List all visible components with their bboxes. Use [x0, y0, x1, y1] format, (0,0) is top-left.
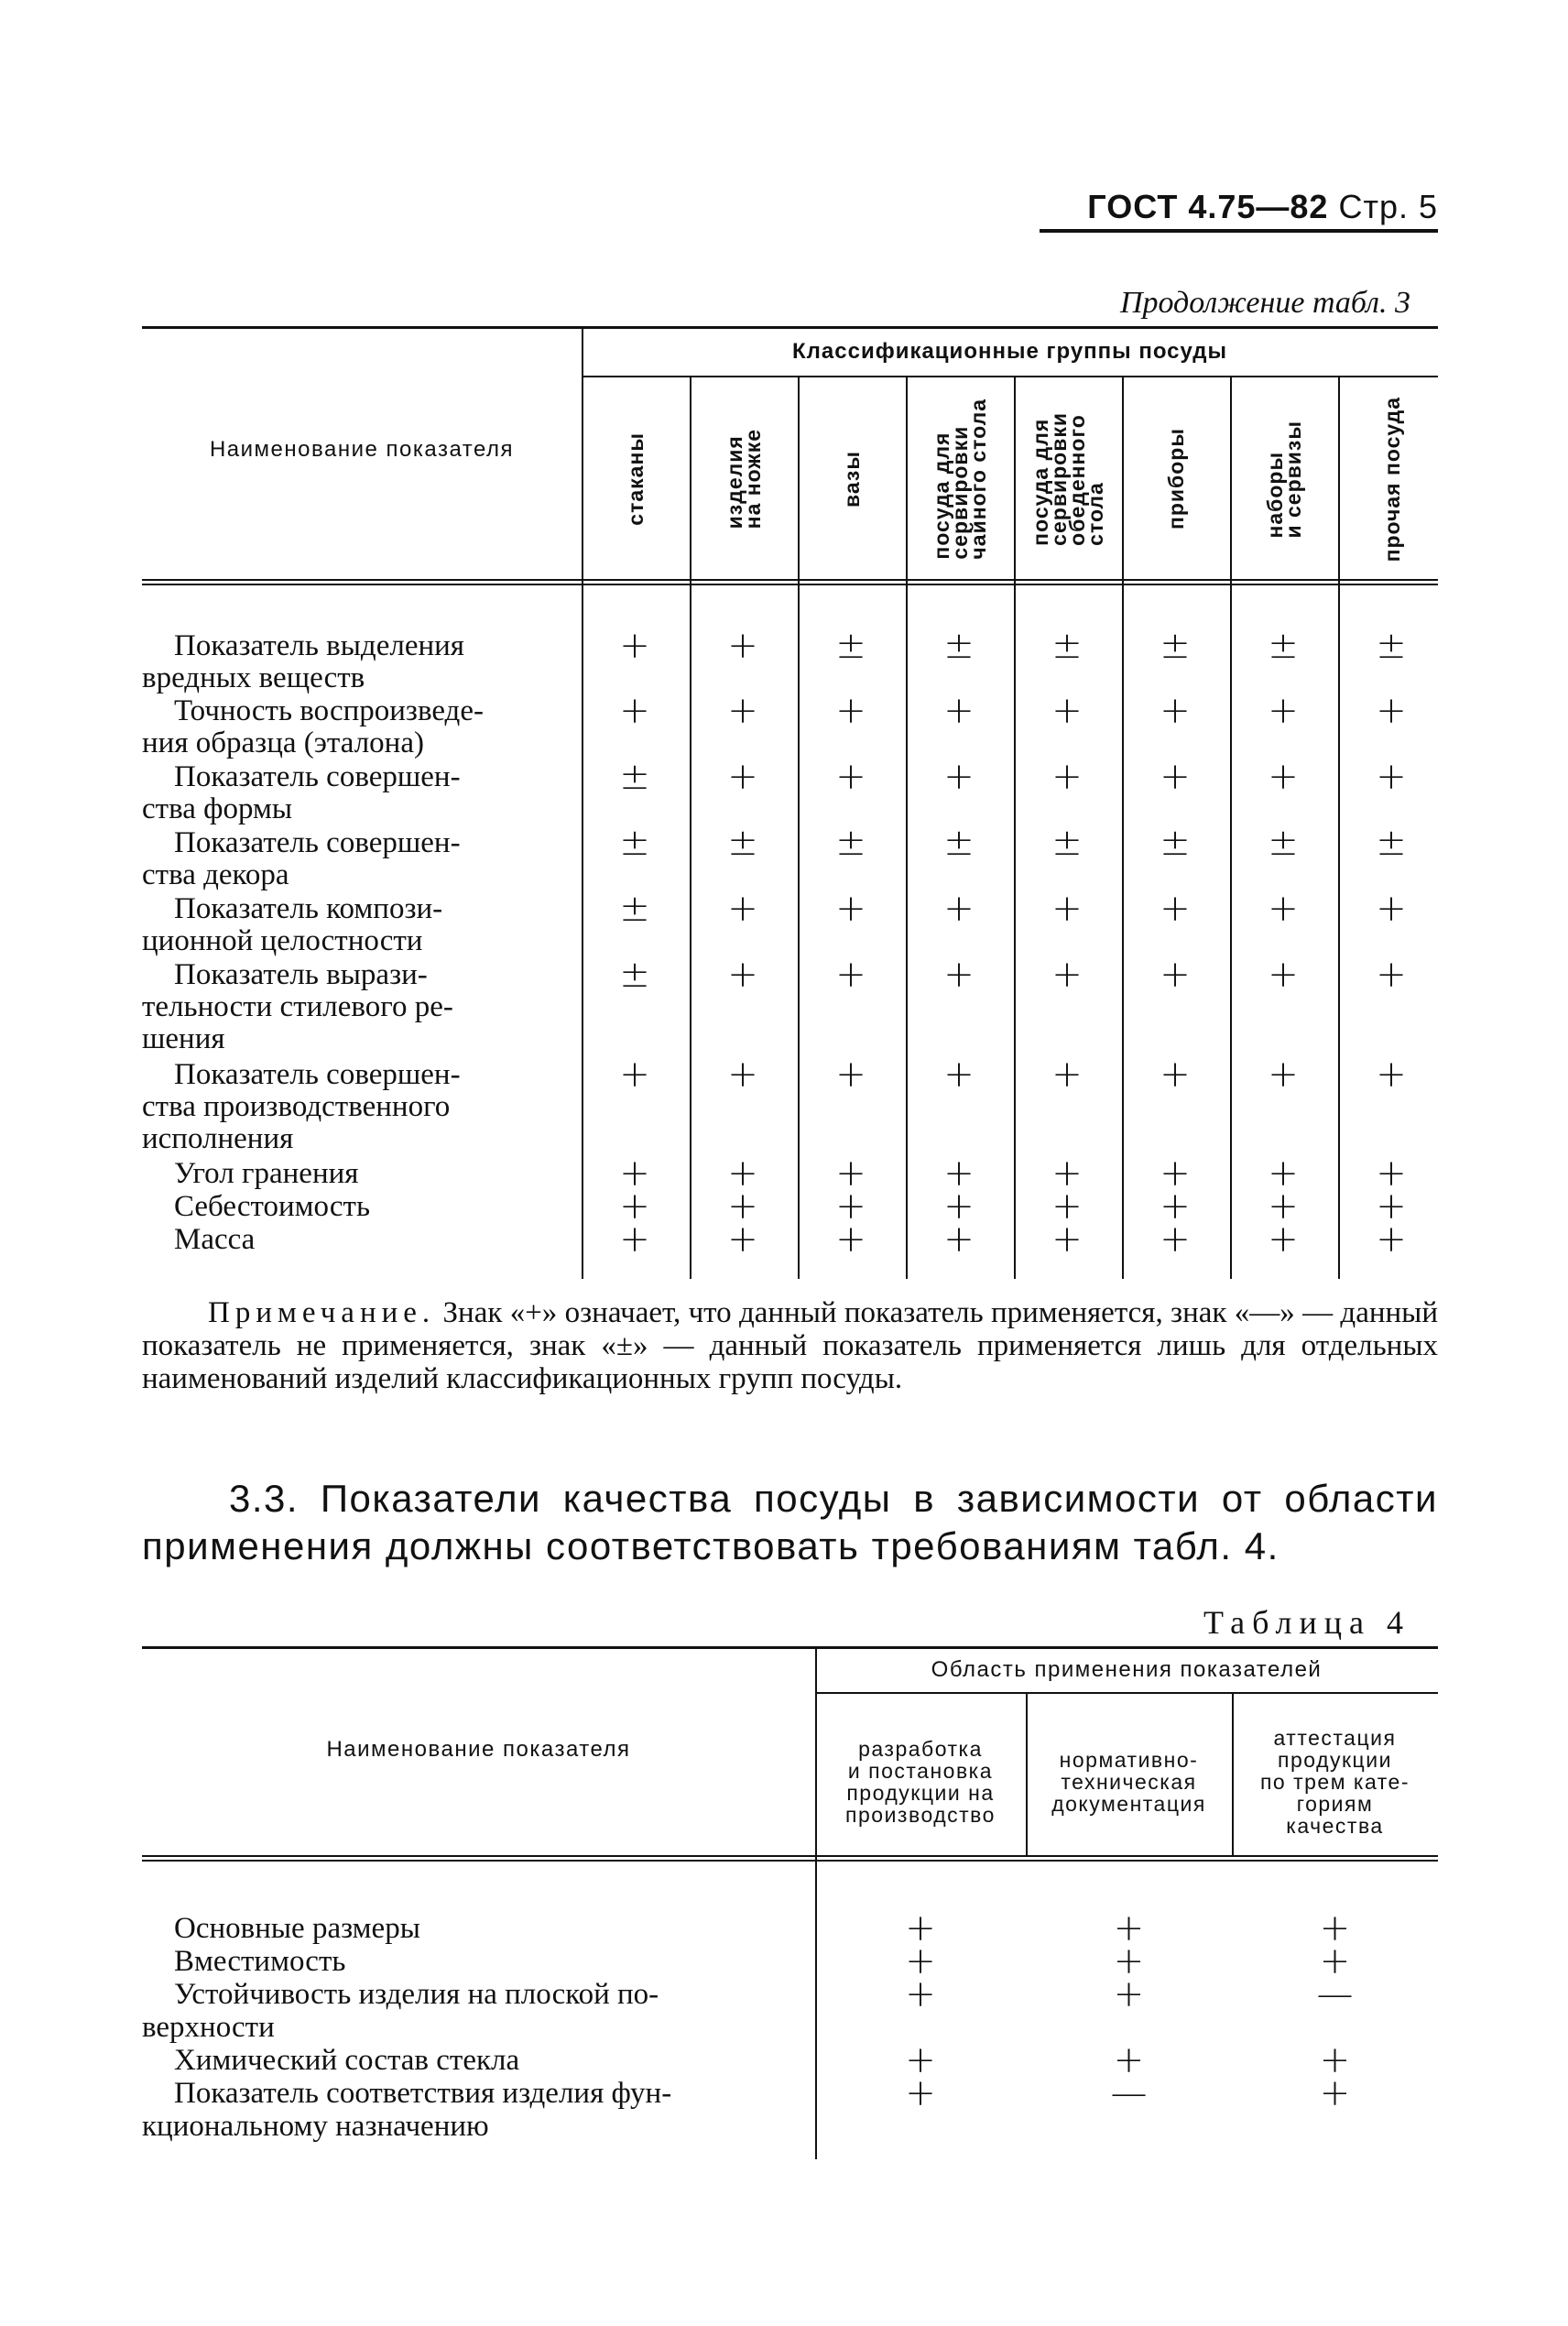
table3-row-name	[142, 761, 540, 825]
table3-cell: +	[1051, 888, 1083, 930]
table3-row-name	[142, 1059, 540, 1155]
table3-cell: ±	[1051, 625, 1083, 667]
table3-row-name-line: Себестоимость	[174, 1190, 371, 1223]
table4-header-rule-1	[142, 1855, 1438, 1857]
table3-cell: ±	[619, 756, 650, 798]
table4-cell: +	[1113, 2039, 1145, 2081]
table3-cell: +	[727, 1152, 758, 1195]
table3-cell: +	[1160, 690, 1191, 732]
table3-note	[142, 1296, 1438, 1395]
table3-row-name	[142, 1158, 540, 1190]
table4-column-header: аттестация продукции по трем кате- гориям качества	[1259, 1726, 1410, 1838]
table3-column-header-label: посуда для сервировки обеденного стола	[1028, 412, 1107, 546]
table3-cell: +	[1160, 954, 1191, 996]
table4-header-rule-2	[142, 1860, 1438, 1862]
table3-cell: +	[1051, 756, 1083, 798]
table3-row-name-line: вредных веществ	[142, 661, 365, 694]
table4-cell: —	[1316, 1973, 1354, 2015]
table3-row-name-line: Показатель выделения	[174, 629, 464, 662]
table4-group-rule	[815, 1692, 1438, 1694]
table3-cell: +	[1376, 756, 1407, 798]
table3-row-name-line: ства производственного	[142, 1090, 451, 1123]
table3-cell: +	[835, 1152, 866, 1195]
table3-cell: +	[835, 888, 866, 930]
table-3	[142, 326, 1438, 1279]
table3-row-name-line: Показатель компози-	[174, 892, 443, 925]
table4-row-name	[142, 1912, 783, 1945]
table3-cell: ±	[1051, 822, 1083, 864]
table3-row-name-line: шения	[142, 1022, 225, 1055]
table3-column-header-label: наборы и сервизы	[1262, 420, 1305, 539]
table4-row-name	[142, 1945, 783, 1978]
table3-column-header	[1338, 383, 1445, 575]
paragraph-3-3: 3.3. Показатели качества посуды в зависимости от области применения должны соответствовать требованиям табл. 4.	[142, 1477, 1438, 1567]
table3-cell: +	[619, 1152, 650, 1195]
table3-cell: ±	[619, 822, 650, 864]
table3-cell: +	[943, 1054, 975, 1096]
table3-cell: +	[619, 1054, 650, 1096]
table3-cell: ±	[727, 822, 758, 864]
table3-cell: +	[1051, 1152, 1083, 1195]
table3-cell: +	[727, 1218, 758, 1261]
table4-cell: +	[905, 2039, 936, 2081]
table3-cell: +	[1051, 954, 1083, 996]
table4-cell: +	[905, 1973, 936, 2015]
table3-cell: ±	[943, 625, 975, 667]
table3-cell: +	[619, 1218, 650, 1261]
table4-cell: +	[1113, 1907, 1145, 1949]
table4-row-name	[142, 1978, 783, 2044]
table3-cell: +	[1376, 1218, 1407, 1261]
table4-cell: +	[1319, 1940, 1351, 1982]
table3-cell: +	[835, 1218, 866, 1261]
table4-cell: +	[1113, 1973, 1145, 2015]
table3-row-name	[142, 959, 540, 1055]
table3-row-name-line: Угол гранения	[174, 1157, 359, 1190]
table3-cell: +	[1160, 888, 1191, 930]
table3-row-name-line: ния образца (эталона)	[142, 726, 424, 759]
table3-cell: +	[943, 1218, 975, 1261]
table3-row-name	[142, 827, 540, 891]
table4-row-name-line: кциональному назначению	[142, 2110, 489, 2143]
table4-caption: Таблица 4	[1203, 1604, 1410, 1641]
table3-cell: +	[1376, 1054, 1407, 1096]
table3-cell: +	[835, 1054, 866, 1096]
table3-cell: +	[1268, 954, 1299, 996]
table3-header-rule-1	[142, 579, 1438, 581]
table3-cell: +	[1160, 1152, 1191, 1195]
table3-cell: +	[943, 690, 975, 732]
table3-cell: +	[727, 625, 758, 667]
table3-header-rule-2	[142, 584, 1438, 585]
table3-column-header-label: стаканы	[623, 432, 648, 526]
table3-row-name-line: ционной целостности	[142, 924, 423, 957]
table3-cell: ±	[619, 888, 650, 930]
table3-cell: +	[835, 954, 866, 996]
table3-cell: +	[835, 690, 866, 732]
table3-caption: Продолжение табл. 3	[1119, 286, 1410, 320]
table3-cell: +	[1051, 690, 1083, 732]
table3-cell: +	[943, 1185, 975, 1228]
table3-cell: +	[619, 690, 650, 732]
table3-row-name-line: Показатель совершен-	[174, 826, 461, 859]
note-label: Примечание.	[208, 1296, 436, 1329]
table3-cell: +	[727, 1054, 758, 1096]
table3-cell: +	[727, 690, 758, 732]
table4-cell: +	[905, 1907, 936, 1949]
table3-cell: +	[727, 954, 758, 996]
table4-cell: +	[1319, 2039, 1351, 2081]
table3-cell: +	[1051, 1054, 1083, 1096]
table3-column-header	[1230, 383, 1337, 575]
table4-row-name-line: Показатель соответствия изделия фун-	[174, 2077, 672, 2110]
table3-column-header	[690, 383, 797, 575]
table3-row-name-line: тельности стилевого ре-	[142, 990, 453, 1023]
table3-name-header: Наименование показателя	[209, 437, 515, 462]
table3-cell: +	[1376, 888, 1407, 930]
table3-group-rule	[582, 376, 1438, 377]
table3-row-name	[142, 695, 540, 759]
table3-cell: +	[1268, 1152, 1299, 1195]
table3-cell: ±	[619, 954, 650, 996]
table4-column-header: нормативно- техническая документация	[1051, 1748, 1206, 1816]
table3-cell: +	[1376, 954, 1407, 996]
table3-column-header	[906, 383, 1013, 575]
table-4	[142, 1646, 1438, 2159]
table3-cell: +	[1160, 1185, 1191, 1228]
table3-row-name-line: исполнения	[142, 1122, 294, 1155]
table3-cell: +	[943, 954, 975, 996]
table3-cell: +	[1160, 756, 1191, 798]
table3-cell: +	[619, 1185, 650, 1228]
table3-cell: +	[943, 756, 975, 798]
table3-cell: ±	[835, 625, 866, 667]
note-text: Знак «+» означает, что данный показатель применяется, знак «—» — данный показатель не применяется, знак «±» — данный показатель применяется лишь для отдельных наименований изделий классификационных групп посуды.	[142, 1296, 1438, 1395]
table3-cell: +	[1268, 888, 1299, 930]
table3-column-header-label: изделия на ножке	[722, 429, 765, 530]
table3-column-header-label: посуда для сервировки чайного стола	[929, 399, 990, 560]
table3-cell: +	[1376, 690, 1407, 732]
table3-cell: +	[1160, 1218, 1191, 1261]
table3-cell: ±	[943, 822, 975, 864]
table3-cell: +	[1051, 1218, 1083, 1261]
table3-cell: +	[1160, 1054, 1191, 1096]
table3-cell: ±	[1160, 822, 1191, 864]
standard-number: ГОСТ 4.75—82	[1087, 188, 1329, 225]
table3-row-name-line: ства декора	[142, 858, 289, 891]
table3-cell: +	[1268, 756, 1299, 798]
table4-cell: —	[1110, 2072, 1148, 2114]
table3-cell: +	[1268, 1054, 1299, 1096]
table3-cell: ±	[1268, 822, 1299, 864]
table3-column-header-label: приборы	[1163, 428, 1188, 530]
table3-row-name-line: ства формы	[142, 792, 293, 825]
table3-row-name	[142, 1224, 540, 1256]
table3-cell: +	[727, 1185, 758, 1228]
table4-cell: +	[1319, 2072, 1351, 2114]
table3-cell: ±	[1268, 625, 1299, 667]
table4-row-name-line: Устойчивость изделия на плоской по-	[174, 1978, 659, 2011]
table4-cell: +	[1319, 1907, 1351, 1949]
table3-cell: +	[1268, 690, 1299, 732]
table3-column-header	[1014, 383, 1121, 575]
table3-column-header	[1122, 383, 1229, 575]
table3-cell: +	[1376, 1185, 1407, 1228]
table3-row-name-line: Масса	[174, 1223, 256, 1256]
table3-cell: +	[727, 756, 758, 798]
table4-row-name	[142, 2077, 783, 2143]
table4-cell: +	[905, 2072, 936, 2114]
table4-cell: +	[905, 1940, 936, 1982]
table3-column-header	[798, 383, 905, 575]
table3-cell: +	[727, 888, 758, 930]
table3-cell: +	[943, 888, 975, 930]
table3-cell: +	[1268, 1185, 1299, 1228]
table3-cell: +	[835, 756, 866, 798]
table3-cell: +	[943, 1152, 975, 1195]
table3-column-header-label: прочая посуда	[1379, 396, 1404, 562]
table4-group-header: Область применения показателей	[931, 1657, 1323, 1682]
table3-group-header: Классификационные группы посуды	[792, 339, 1227, 364]
table3-cell: ±	[1376, 822, 1407, 864]
table3-cell: +	[835, 1185, 866, 1228]
table4-row-name	[142, 2044, 783, 2077]
table3-row-name-line: Показатель совершен-	[174, 1058, 461, 1091]
table4-cell: +	[1113, 1940, 1145, 1982]
table4-row-name-line: Химический состав стекла	[174, 2044, 520, 2077]
table3-cell: +	[1051, 1185, 1083, 1228]
table3-cell: +	[1376, 1152, 1407, 1195]
table3-cell: +	[1268, 1218, 1299, 1261]
table3-row-name	[142, 1191, 540, 1223]
table3-row-name	[142, 893, 540, 957]
table3-cell: +	[619, 625, 650, 667]
table3-cell: ±	[1160, 625, 1191, 667]
table3-row-name	[142, 630, 540, 694]
table4-name-header: Наименование показателя	[326, 1736, 631, 1762]
document-header	[1053, 188, 1438, 226]
table3-column-header-label: вазы	[839, 451, 864, 508]
table4-row-name-line: верхности	[142, 2011, 275, 2044]
table3-cell: ±	[835, 822, 866, 864]
table3-cell: ±	[1376, 625, 1407, 667]
table4-row-name-line: Основные размеры	[174, 1912, 420, 1945]
table4-column-header: разработка и постановка продукции на производство	[845, 1737, 996, 1827]
table3-row-name-line: Показатель вырази-	[174, 958, 428, 991]
table3-row-name-line: Показатель совершен-	[174, 760, 461, 793]
table3-column-header	[582, 383, 689, 575]
table4-row-name-line: Вместимость	[174, 1945, 346, 1978]
header-rule	[1040, 229, 1438, 233]
page-number: Стр. 5	[1338, 188, 1438, 225]
table3-row-name-line: Точность воспроизведе-	[174, 694, 484, 727]
